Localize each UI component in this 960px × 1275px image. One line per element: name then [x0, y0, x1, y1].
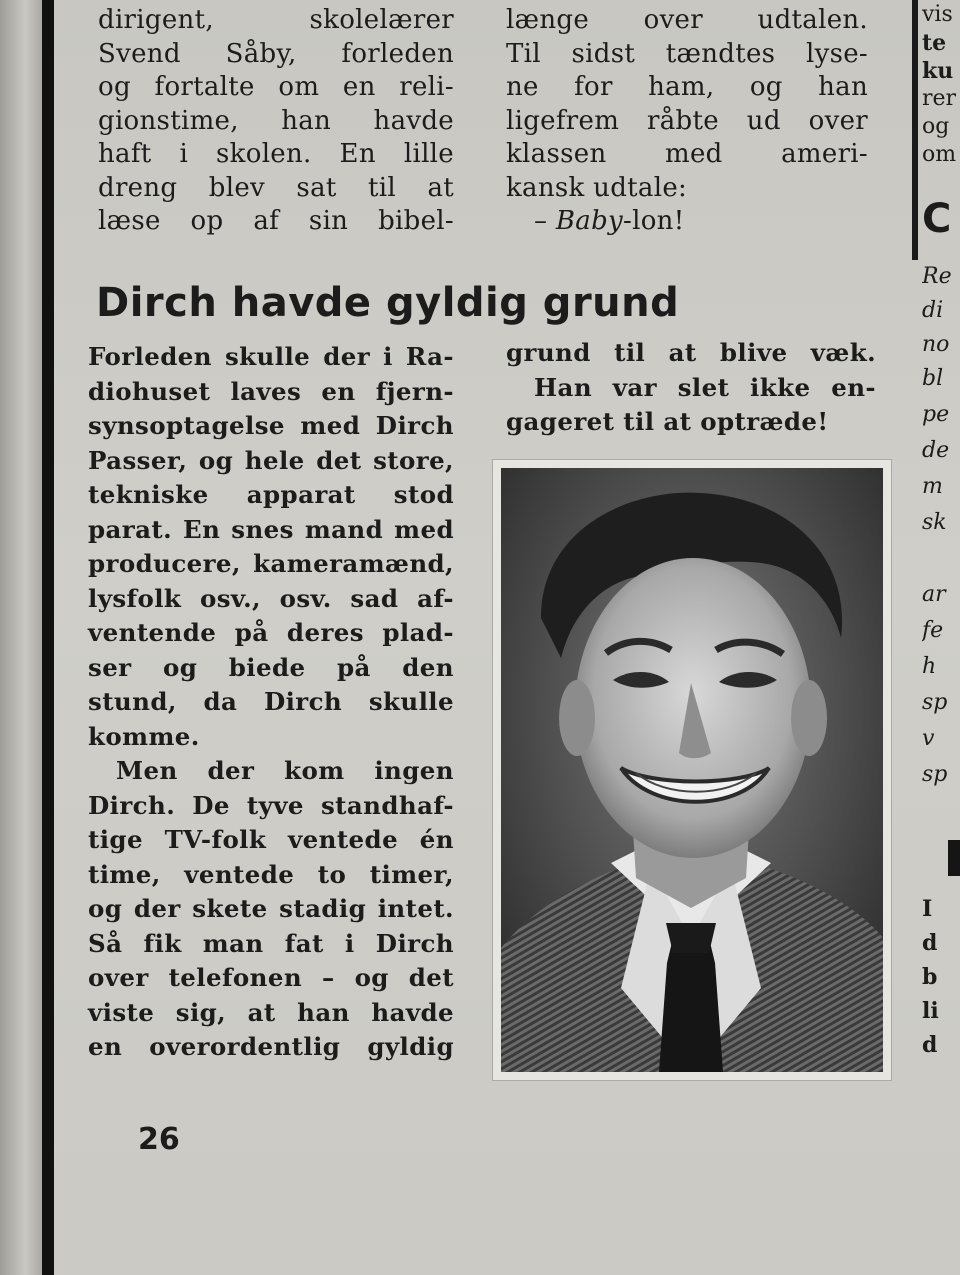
- fragment: v: [922, 726, 935, 751]
- fragment: sk: [922, 510, 947, 535]
- fragment: I: [922, 896, 933, 922]
- text-line: gageret til at optræde!: [506, 407, 829, 436]
- text-line: haft i skolen. En lille: [98, 139, 454, 169]
- previous-article-left-column: [98, 4, 454, 239]
- text-line: dreng blev sat til at: [98, 172, 454, 203]
- fragment: sp: [922, 762, 948, 787]
- fragment: fe: [922, 618, 944, 643]
- text-line: og der skete stadig intet.: [88, 894, 454, 923]
- text-line: synsoptagelse med Dirch: [88, 411, 454, 440]
- fragment: ar: [922, 582, 946, 607]
- fragment: sp: [922, 690, 948, 715]
- fragment: de: [922, 438, 950, 463]
- text-line: ventende på deres plad-: [88, 618, 454, 647]
- fragment: d: [922, 930, 938, 956]
- text-line: over telefonen – og det: [88, 963, 454, 992]
- text-line: ligefrem råbte ud over: [506, 105, 868, 136]
- italic-word: Baby: [555, 206, 624, 236]
- article-headline: Dirch havde gyldig grund: [96, 280, 680, 326]
- text-line: og fortalte om en reli-: [98, 72, 454, 102]
- fragment: C: [922, 196, 952, 242]
- text-line: klassen med ameri-: [506, 139, 868, 169]
- text-line: tige TV-folk ventede én: [88, 825, 454, 854]
- text-line: gionstime, han havde: [98, 105, 454, 136]
- text-line: producere, kameramænd,: [88, 549, 454, 578]
- previous-article-right-column: [506, 4, 868, 239]
- fragment: bl: [922, 366, 944, 391]
- text-line: kansk udtale:: [506, 172, 688, 203]
- column-rule: [912, 0, 918, 260]
- text-line: Men der kom ingen: [116, 756, 454, 785]
- fragment: ku: [922, 58, 954, 84]
- fragment: di: [922, 298, 944, 323]
- adjacent-page-edge: [0, 0, 42, 1275]
- article-left-column: [88, 340, 454, 1065]
- fragment: d: [922, 1032, 938, 1058]
- text-line: viste sig, at han havde: [88, 997, 454, 1027]
- text-line: tekniske apparat stod: [88, 480, 454, 509]
- text-line: time, ventede to timer,: [88, 859, 454, 889]
- fragment: h: [922, 654, 937, 679]
- text-line: grund til at blive væk.: [506, 338, 876, 367]
- text-line: parat. En snes mand med: [88, 514, 454, 544]
- portrait-photo: [493, 460, 891, 1080]
- dash: –: [534, 206, 556, 236]
- closing-punchline: [506, 205, 868, 239]
- fragment: Re: [922, 264, 952, 289]
- text-line: Dirch. De tyve standhaf-: [88, 790, 454, 820]
- text-line: diohuset laves en fjern-: [88, 376, 454, 406]
- text-line: lysfolk osv., osv. sad af-: [88, 583, 454, 613]
- text-line: læse op af sin bibel-: [98, 206, 454, 236]
- fragment: te: [922, 30, 947, 56]
- fragment: om: [922, 142, 957, 167]
- text-line: dirigent, skolelærer: [98, 5, 454, 35]
- fragment: m: [922, 474, 943, 499]
- page-number: 26: [138, 1122, 180, 1157]
- text-line: Passer, og hele det store,: [88, 445, 454, 475]
- text-line: Forleden skulle der i Ra-: [88, 342, 454, 371]
- section-marker: [948, 840, 960, 876]
- text-line: ser og biede på den: [88, 652, 454, 682]
- fragment: rer: [922, 86, 957, 111]
- text-line: komme.: [88, 721, 200, 751]
- fragment: vis: [922, 2, 953, 27]
- text-line: ne for ham, og han: [506, 72, 868, 102]
- fragment: no: [922, 332, 950, 357]
- text-line: Så fik man fat i Dirch: [88, 928, 454, 958]
- text-line: Han var slet ikke en-: [534, 372, 876, 402]
- article-right-column: [506, 336, 876, 440]
- fragment: b: [922, 964, 938, 990]
- text-line: Svend Såby, forleden: [98, 38, 454, 69]
- punchline-rest: -lon!: [623, 206, 685, 236]
- fragment: og: [922, 114, 950, 139]
- text-line: længe over udtalen.: [506, 5, 868, 35]
- text-line: en overordentlig gyldig: [88, 1032, 454, 1061]
- fragment: li: [922, 998, 939, 1024]
- text-line: Til sidst tændtes lyse-: [506, 38, 868, 69]
- adjacent-column-fragments: [922, 0, 960, 1275]
- text-line: stund, da Dirch skulle: [88, 687, 454, 716]
- portrait-illustration: [501, 468, 883, 1072]
- fragment: pe: [922, 402, 950, 427]
